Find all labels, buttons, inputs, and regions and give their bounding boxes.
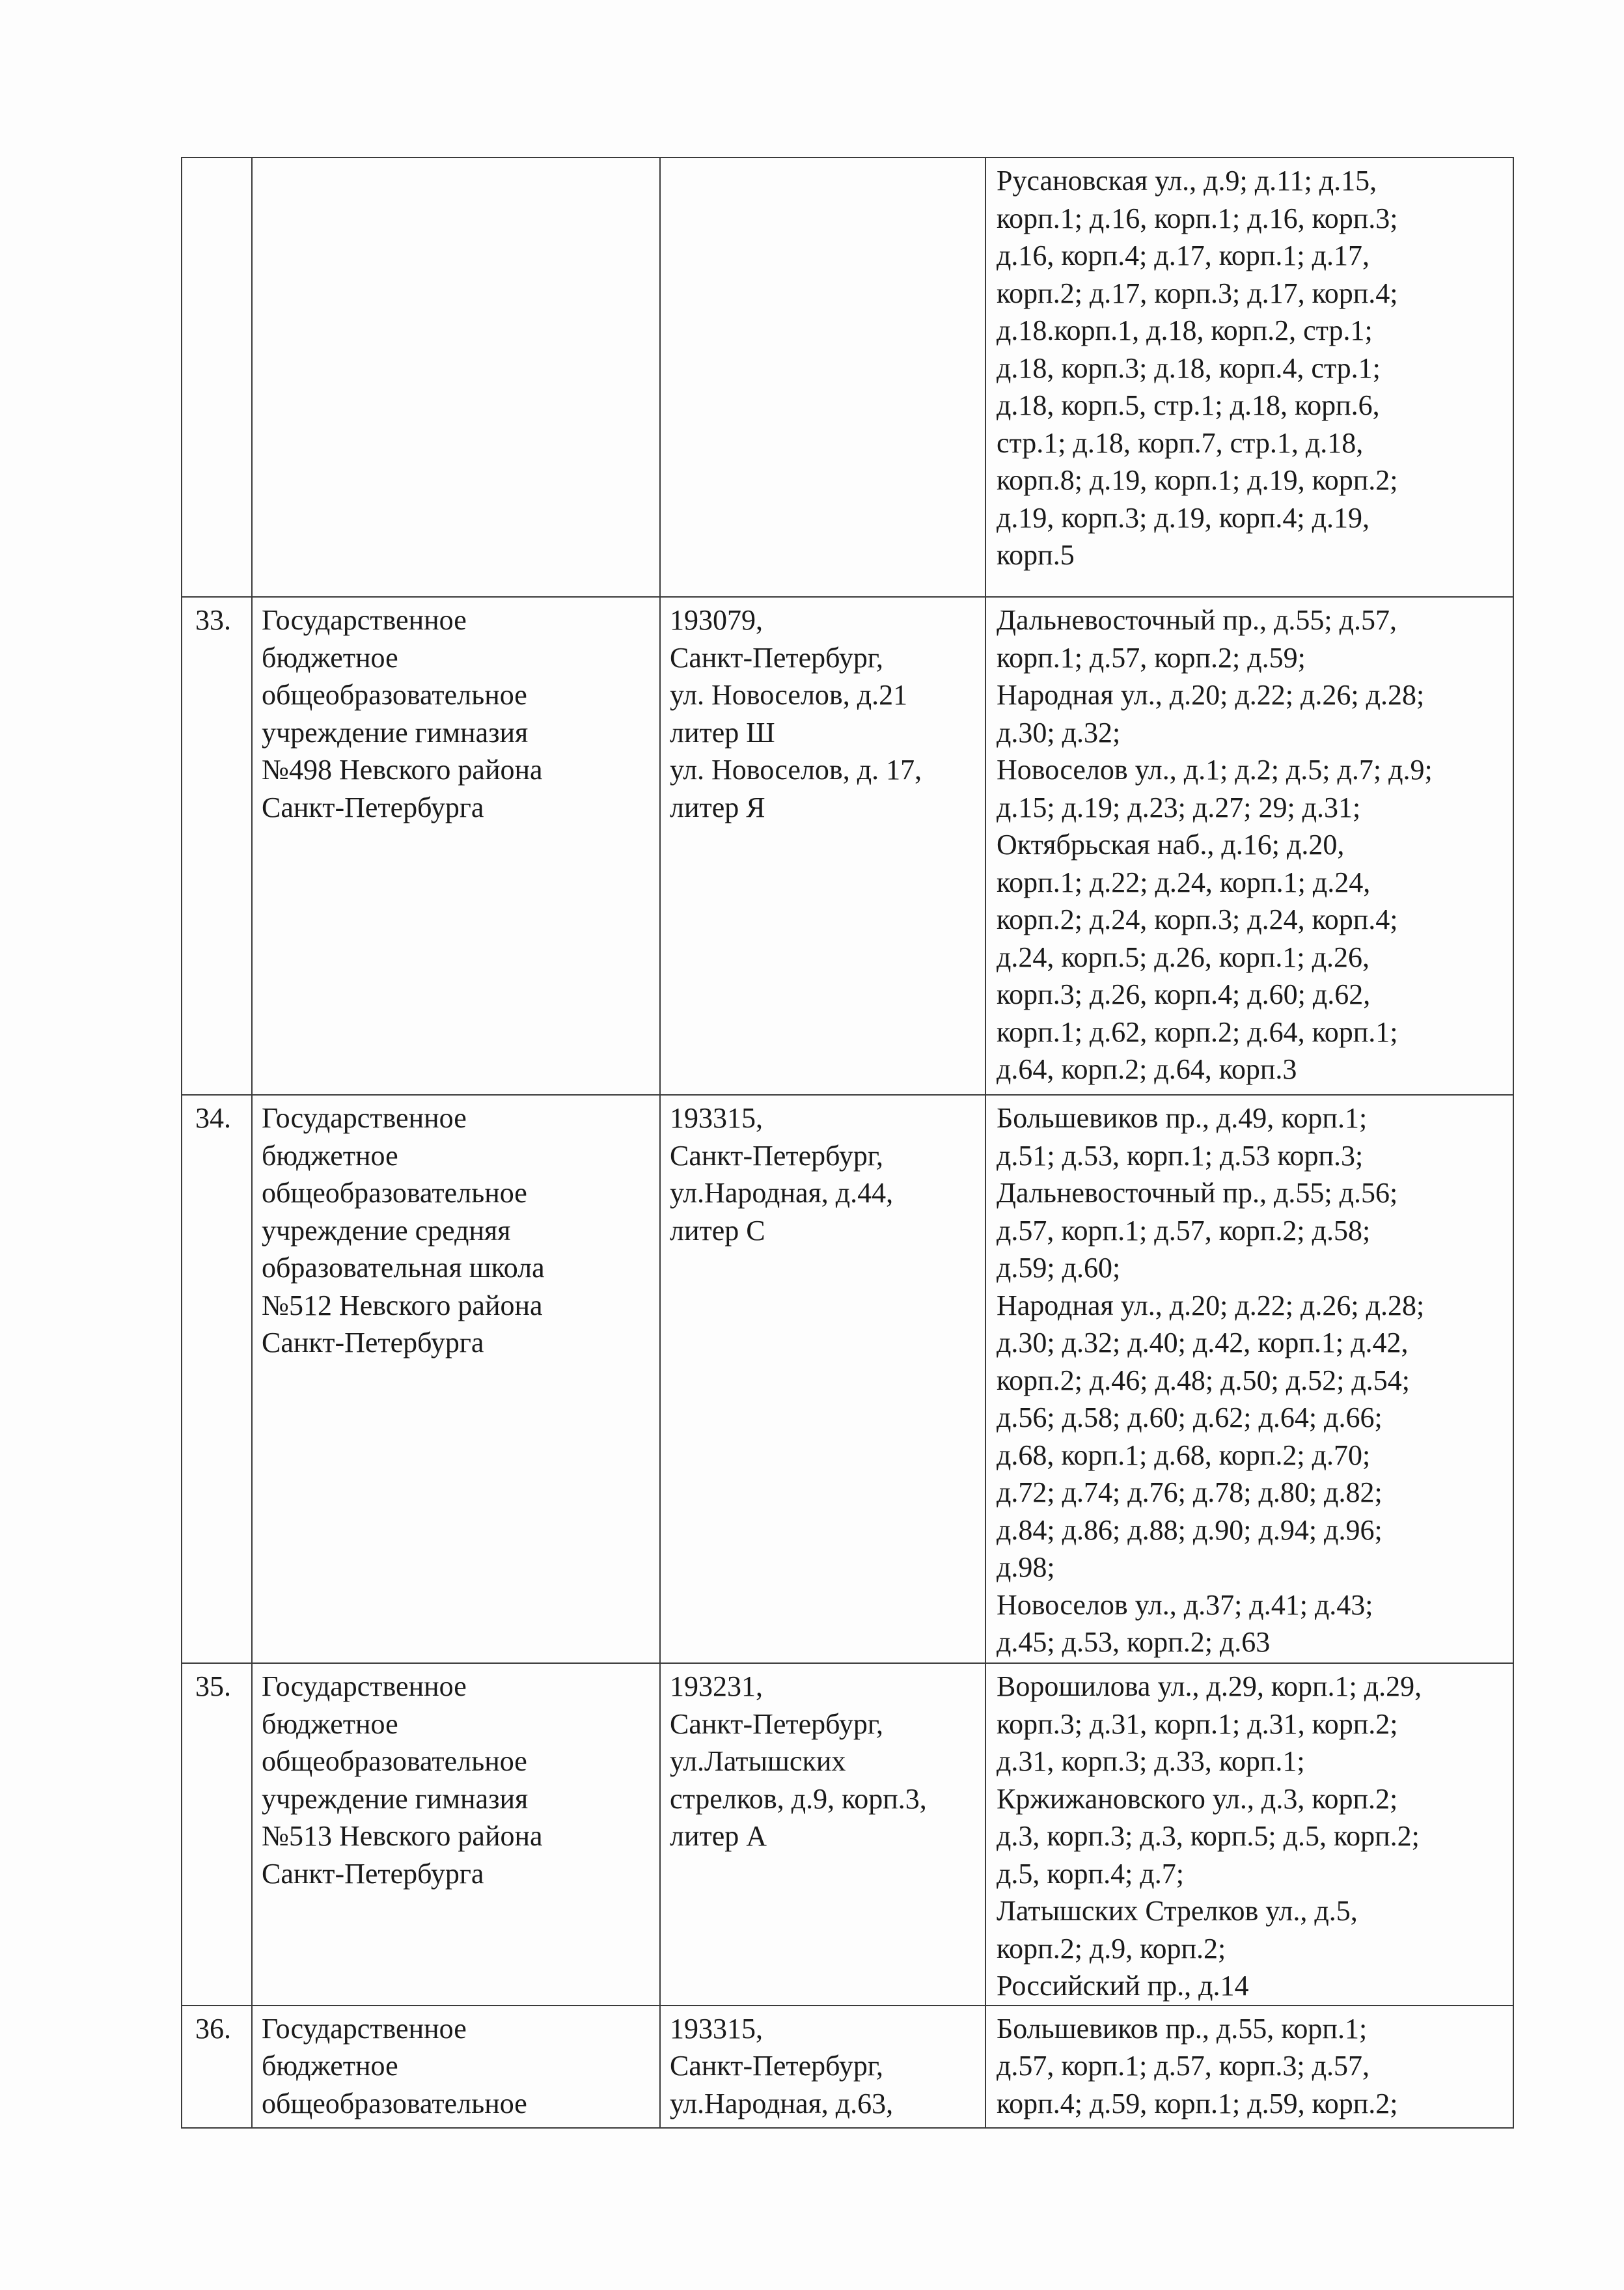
row-number: 35.: [182, 1663, 252, 2006]
institution-address: 193079, Санкт-Петербург, ул. Новоселов, д.21 литер Ш ул. Новоселов, д. 17, литер Я: [660, 597, 985, 1095]
assigned-territory: Русановская ул., д.9; д.11; д.15, корп.1; д.16, корп.1; д.16, корп.3; д.16, корп.4; д.17, корп.1; д.17, корп.2; д.17, корп.3; д.17, корп.4; д.18.корп.1, д.18, корп.2, стр.1; д.18, корп.3; д.18, корп.4, стр.1; д.18, корп.5, стр.1; д.18, корп.6, стр.1; д.18, корп.7, стр.1, д.18, корп.8; д.19, корп.1; д.19, корп.2; д.19, корп.3; д.19, корп.4; д.19, корп.5: [985, 158, 1513, 597]
assigned-territory: Большевиков пр., д.55, корп.1; д.57, корп.1; д.57, корп.3; д.57, корп.4; д.59, корп.1; д.59, корп.2;: [985, 2006, 1513, 2128]
institution-address: 193315, Санкт-Петербург, ул.Народная, д.44, литер С: [660, 1095, 985, 1663]
institution-address: [660, 158, 985, 597]
table-row: [182, 2006, 1513, 2128]
institution-name: Государственное бюджетное общеобразовательное учреждение средняя образовательная школа №512 Невского района Санкт-Петербурга: [252, 1095, 660, 1663]
institution-name: [252, 158, 660, 597]
schools-territory-table: [181, 157, 1514, 2129]
institution-address: 193315, Санкт-Петербург, ул.Народная, д.63,: [660, 2006, 985, 2128]
row-number: 33.: [182, 597, 252, 1095]
row-number: 36.: [182, 2006, 252, 2128]
institution-name: Государственное бюджетное общеобразовательное: [252, 2006, 660, 2128]
table-row: [182, 1663, 1513, 2006]
assigned-territory: Ворошилова ул., д.29, корп.1; д.29, корп.3; д.31, корп.1; д.31, корп.2; д.31, корп.3; д.33, корп.1; Кржижановского ул., д.3, корп.2; д.3, корп.3; д.3, корп.5; д.5, корп.2; д.5, корп.4; д.7; Латышских Стрелков ул., д.5, корп.2; д.9, корп.2; Российский пр., д.14: [985, 1663, 1513, 2006]
row-number: 34.: [182, 1095, 252, 1663]
assigned-territory: Большевиков пр., д.49, корп.1; д.51; д.53, корп.1; д.53 корп.3; Дальневосточный пр., д.55; д.56; д.57, корп.1; д.57, корп.2; д.58; д.59; д.60; Народная ул., д.20; д.22; д.26; д.28; д.30; д.32; д.40; д.42, корп.1; д.42, корп.2; д.46; д.48; д.50; д.52; д.54; д.56; д.58; д.60; д.62; д.64; д.66; д.68, корп.1; д.68, корп.2; д.70; д.72; д.74; д.76; д.78; д.80; д.82; д.84; д.86; д.88; д.90; д.94; д.96; д.98; Новоселов ул., д.37; д.41; д.43; д.45; д.53, корп.2; д.63: [985, 1095, 1513, 1663]
assigned-territory: Дальневосточный пр., д.55; д.57, корп.1; д.57, корп.2; д.59; Народная ул., д.20; д.22; д.26; д.28; д.30; д.32; Новоселов ул., д.1; д.2; д.5; д.7; д.9; д.15; д.19; д.23; д.27; 29; д.31; Октябрьская наб., д.16; д.20, корп.1; д.22; д.24, корп.1; д.24, корп.2; д.24, корп.3; д.24, корп.4; д.24, корп.5; д.26, корп.1; д.26, корп.3; д.26, корп.4; д.60; д.62, корп.1; д.62, корп.2; д.64, корп.1; д.64, корп.2; д.64, корп.3: [985, 597, 1513, 1095]
table-row: [182, 158, 1513, 597]
row-number: [182, 158, 252, 597]
institution-address: 193231, Санкт-Петербург, ул.Латышских стрелков, д.9, корп.3, литер А: [660, 1663, 985, 2006]
institution-name: Государственное бюджетное общеобразовательное учреждение гимназия №498 Невского района Санкт-Петербурга: [252, 597, 660, 1095]
institution-name: Государственное бюджетное общеобразовательное учреждение гимназия №513 Невского района Санкт-Петербурга: [252, 1663, 660, 2006]
table-row: [182, 597, 1513, 1095]
table-row: [182, 1095, 1513, 1663]
